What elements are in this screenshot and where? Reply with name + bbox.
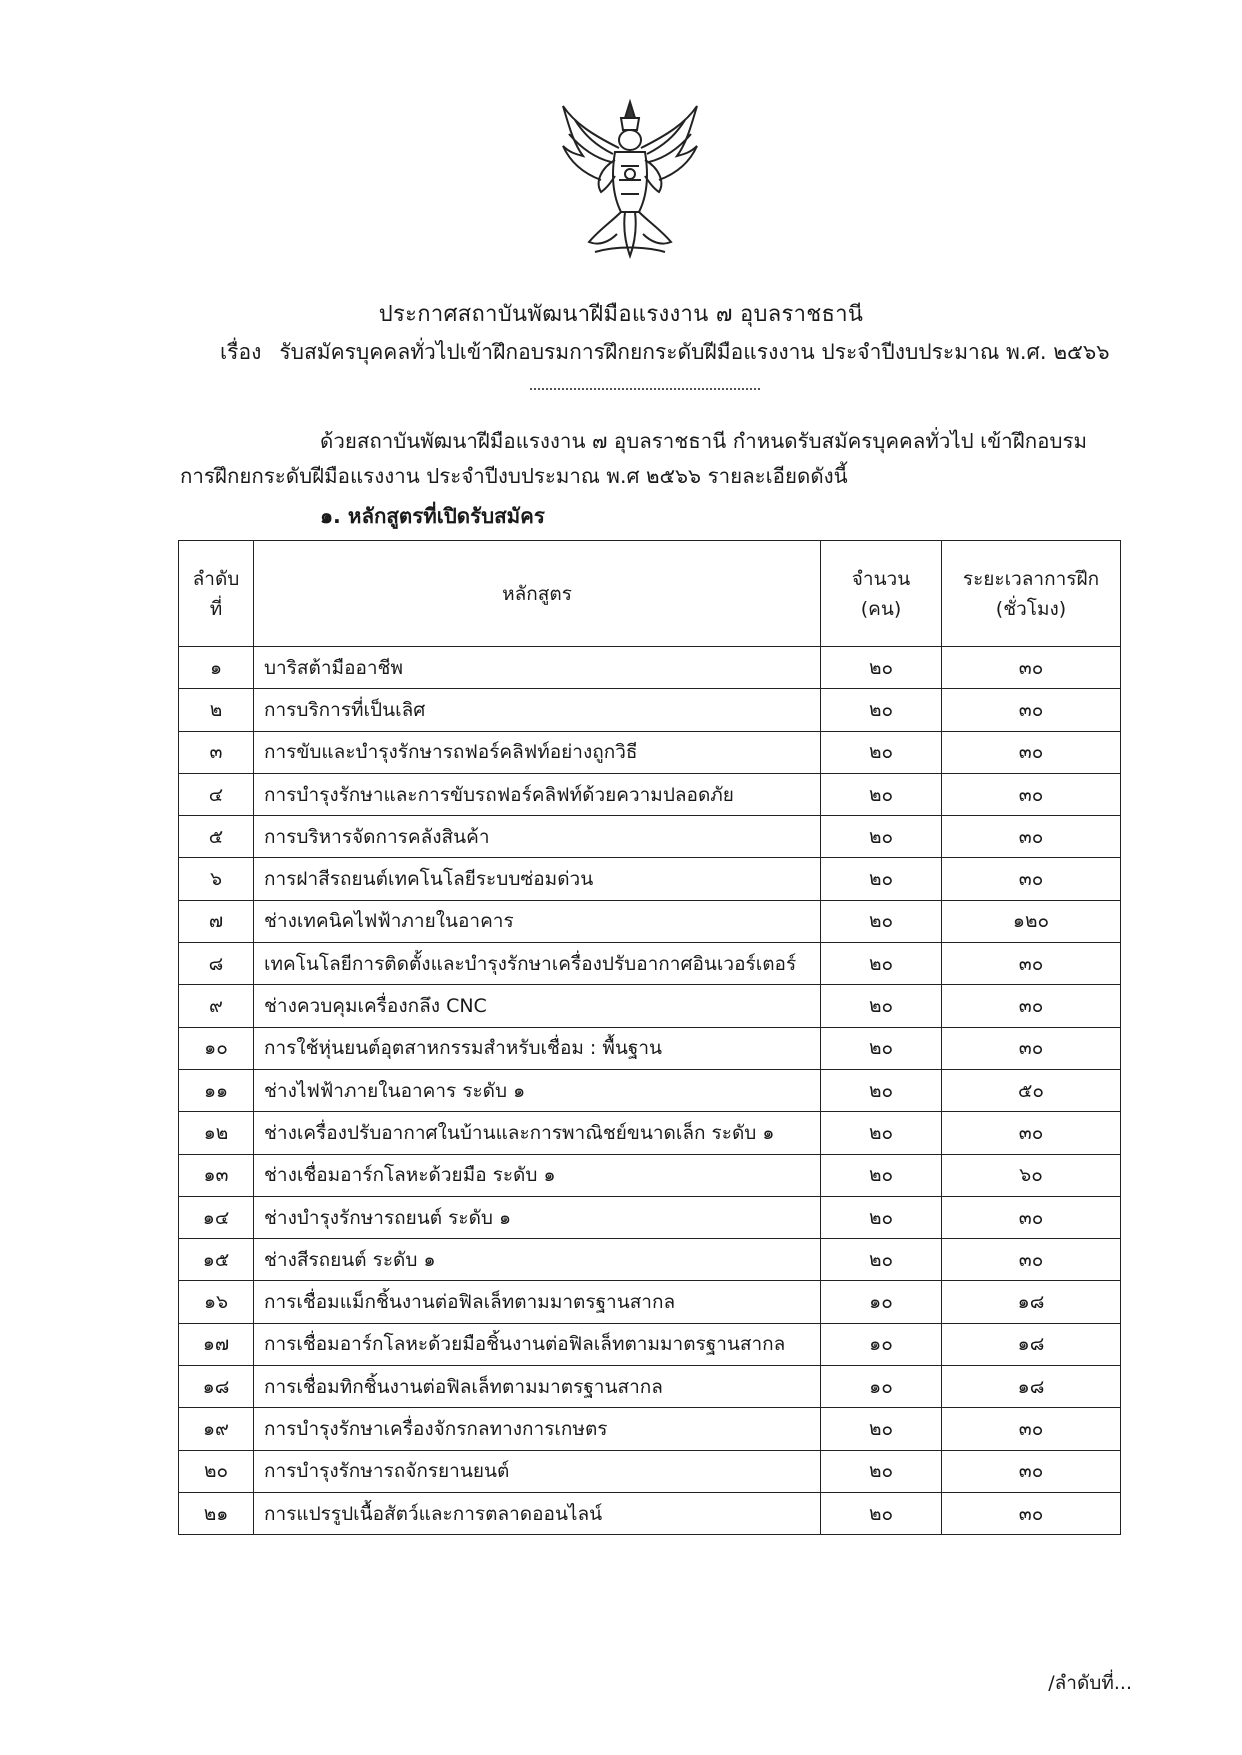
row-number: ๑๔ bbox=[179, 1196, 254, 1238]
course-name: เทคโนโลยีการติดตั้งและบำรุงรักษาเครื่องปรับอากาศอินเวอร์เตอร์ bbox=[254, 943, 821, 985]
table-row bbox=[179, 1112, 1121, 1154]
trainee-count: ๒๐ bbox=[821, 900, 942, 942]
course-name: ช่างควบคุมเครื่องกลึง CNC bbox=[254, 985, 821, 1027]
title-divider bbox=[530, 388, 760, 390]
table-row bbox=[179, 1069, 1121, 1111]
course-name: ช่างไฟฟ้าภายในอาคาร ระดับ ๑ bbox=[254, 1069, 821, 1111]
table-row bbox=[179, 1408, 1121, 1450]
courses-table bbox=[178, 540, 1121, 1535]
table-row bbox=[179, 1366, 1121, 1408]
training-hours: ๓๐ bbox=[942, 731, 1121, 773]
training-hours: ๓๐ bbox=[942, 985, 1121, 1027]
training-hours: ๑๘ bbox=[942, 1366, 1121, 1408]
header-count-line1: จำนวน bbox=[851, 567, 911, 590]
course-name: การบริหารจัดการคลังสินค้า bbox=[254, 816, 821, 858]
training-hours: ๓๐ bbox=[942, 1492, 1121, 1534]
row-number: ๑๐ bbox=[179, 1027, 254, 1069]
table-row bbox=[179, 1239, 1121, 1281]
training-hours: ๓๐ bbox=[942, 1450, 1121, 1492]
course-name: การขับและบำรุงรักษารถฟอร์คลิฟท์อย่างถูกวิธี bbox=[254, 731, 821, 773]
training-hours: ๓๐ bbox=[942, 1196, 1121, 1238]
trainee-count: ๑๐ bbox=[821, 1323, 942, 1365]
training-hours: ๑๒๐ bbox=[942, 900, 1121, 942]
training-hours: ๓๐ bbox=[942, 773, 1121, 815]
announcement-title: ประกาศสถาบันพัฒนาฝีมือแรงงาน ๗ อุบลราชธานี bbox=[378, 302, 864, 327]
row-number: ๓ bbox=[179, 731, 254, 773]
row-number: ๒๑ bbox=[179, 1492, 254, 1534]
table-row bbox=[179, 1154, 1121, 1196]
header-count bbox=[821, 541, 942, 647]
table-header-row bbox=[179, 541, 1121, 647]
header-no bbox=[179, 541, 254, 647]
course-name: การบริการที่เป็นเลิศ bbox=[254, 689, 821, 731]
training-hours: ๑๘ bbox=[942, 1323, 1121, 1365]
trainee-count: ๑๐ bbox=[821, 1366, 942, 1408]
training-hours: ๓๐ bbox=[942, 647, 1121, 689]
row-number: ๕ bbox=[179, 816, 254, 858]
row-number: ๑๒ bbox=[179, 1112, 254, 1154]
trainee-count: ๒๐ bbox=[821, 985, 942, 1027]
training-hours: ๓๐ bbox=[942, 1027, 1121, 1069]
training-hours: ๓๐ bbox=[942, 1408, 1121, 1450]
row-number: ๗ bbox=[179, 900, 254, 942]
training-hours: ๓๐ bbox=[942, 1239, 1121, 1281]
course-name: การเชื่อมแม็กชิ้นงานต่อฟิลเล็ทตามมาตรฐานสากล bbox=[254, 1281, 821, 1323]
row-number: ๖ bbox=[179, 858, 254, 900]
header-count-line2: (คน) bbox=[860, 597, 902, 620]
course-name: การใช้หุ่นยนต์อุตสาหกรรมสำหรับเชื่อม : พื้นฐาน bbox=[254, 1027, 821, 1069]
subject-label: เรื่อง bbox=[220, 340, 262, 364]
course-name: การแปรรูปเนื้อสัตว์และการตลาดออนไลน์ bbox=[254, 1492, 821, 1534]
continuation-note: /ลำดับที่... bbox=[1048, 1672, 1132, 1694]
course-name: ช่างเชื่อมอาร์กโลหะด้วยมือ ระดับ ๑ bbox=[254, 1154, 821, 1196]
trainee-count: ๒๐ bbox=[821, 1408, 942, 1450]
table-row bbox=[179, 900, 1121, 942]
training-hours: ๖๐ bbox=[942, 1154, 1121, 1196]
course-name: ช่างบำรุงรักษารถยนต์ ระดับ ๑ bbox=[254, 1196, 821, 1238]
section-heading: ๑. หลักสูตรที่เปิดรับสมัคร bbox=[320, 504, 545, 528]
trainee-count: ๒๐ bbox=[821, 1239, 942, 1281]
table-row bbox=[179, 1027, 1121, 1069]
header-no-line1: ลำดับ bbox=[192, 567, 240, 590]
trainee-count: ๒๐ bbox=[821, 943, 942, 985]
table-row bbox=[179, 773, 1121, 815]
course-name: การบำรุงรักษาและการขับรถฟอร์คลิฟท์ด้วยความปลอดภัย bbox=[254, 773, 821, 815]
training-hours: ๓๐ bbox=[942, 816, 1121, 858]
table-body bbox=[179, 647, 1121, 1535]
training-hours: ๓๐ bbox=[942, 943, 1121, 985]
row-number: ๒ bbox=[179, 689, 254, 731]
trainee-count: ๒๐ bbox=[821, 1027, 942, 1069]
subject-text: รับสมัครบุคคลทั่วไปเข้าฝึกอบรมการฝึกยกระดับฝีมือแรงงาน ประจำปีงบประมาณ พ.ศ. ๒๕๖๖ bbox=[279, 340, 1110, 364]
course-name: การเชื่อมทิกชิ้นงานต่อฟิลเล็ทตามมาตรฐานสากล bbox=[254, 1366, 821, 1408]
trainee-count: ๒๐ bbox=[821, 1450, 942, 1492]
intro-paragraph-line1: ด้วยสถาบันพัฒนาฝีมือแรงงาน ๗ อุบลราชธานี กำหนดรับสมัครบุคคลทั่วไป เข้าฝึกอบรม bbox=[320, 429, 1087, 453]
trainee-count: ๒๐ bbox=[821, 1154, 942, 1196]
row-number: ๑๖ bbox=[179, 1281, 254, 1323]
table-row bbox=[179, 985, 1121, 1027]
table-row bbox=[179, 1323, 1121, 1365]
trainee-count: ๒๐ bbox=[821, 1492, 942, 1534]
course-name: ช่างเทคนิคไฟฟ้าภายในอาคาร bbox=[254, 900, 821, 942]
table-row bbox=[179, 647, 1121, 689]
trainee-count: ๒๐ bbox=[821, 1196, 942, 1238]
row-number: ๑๗ bbox=[179, 1323, 254, 1365]
trainee-count: ๒๐ bbox=[821, 773, 942, 815]
trainee-count: ๒๐ bbox=[821, 1069, 942, 1111]
training-hours: ๕๐ bbox=[942, 1069, 1121, 1111]
garuda-emblem bbox=[555, 96, 705, 262]
table-row bbox=[179, 1450, 1121, 1492]
table-row bbox=[179, 943, 1121, 985]
header-hours-line1: ระยะเวลาการฝึก bbox=[962, 567, 1100, 590]
trainee-count: ๒๐ bbox=[821, 816, 942, 858]
table-row bbox=[179, 1492, 1121, 1534]
table-row bbox=[179, 689, 1121, 731]
course-name: ช่างเครื่องปรับอากาศในบ้านและการพาณิชย์ขนาดเล็ก ระดับ ๑ bbox=[254, 1112, 821, 1154]
announcement-subject bbox=[220, 336, 1110, 369]
trainee-count: ๒๐ bbox=[821, 689, 942, 731]
table-row bbox=[179, 1196, 1121, 1238]
row-number: ๒๐ bbox=[179, 1450, 254, 1492]
row-number: ๔ bbox=[179, 773, 254, 815]
course-name: การฝาสีรถยนต์เทคโนโลยีระบบซ่อมด่วน bbox=[254, 858, 821, 900]
trainee-count: ๑๐ bbox=[821, 1281, 942, 1323]
course-name: บาริสต้ามืออาชีพ bbox=[254, 647, 821, 689]
table-row bbox=[179, 858, 1121, 900]
training-hours: ๑๘ bbox=[942, 1281, 1121, 1323]
trainee-count: ๒๐ bbox=[821, 858, 942, 900]
row-number: ๑๘ bbox=[179, 1366, 254, 1408]
garuda-emblem-icon bbox=[555, 96, 705, 262]
table-row bbox=[179, 1281, 1121, 1323]
table-row bbox=[179, 816, 1121, 858]
row-number: ๑๕ bbox=[179, 1239, 254, 1281]
course-name: การเชื่อมอาร์กโลหะด้วยมือชิ้นงานต่อฟิลเล็ทตามมาตรฐานสากล bbox=[254, 1323, 821, 1365]
header-hours-line2: (ชั่วโมง) bbox=[995, 597, 1067, 620]
course-name: การบำรุงรักษารถจักรยานยนต์ bbox=[254, 1450, 821, 1492]
header-hours bbox=[942, 541, 1121, 647]
course-name: การบำรุงรักษาเครื่องจักรกลทางการเกษตร bbox=[254, 1408, 821, 1450]
course-name: ช่างสีรถยนต์ ระดับ ๑ bbox=[254, 1239, 821, 1281]
trainee-count: ๒๐ bbox=[821, 1112, 942, 1154]
trainee-count: ๒๐ bbox=[821, 647, 942, 689]
row-number: ๑ bbox=[179, 647, 254, 689]
header-no-line2: ที่ bbox=[209, 597, 223, 620]
training-hours: ๓๐ bbox=[942, 1112, 1121, 1154]
row-number: ๑๓ bbox=[179, 1154, 254, 1196]
header-course: หลักสูตร bbox=[254, 541, 821, 647]
row-number: ๑๑ bbox=[179, 1069, 254, 1111]
trainee-count: ๒๐ bbox=[821, 731, 942, 773]
row-number: ๑๙ bbox=[179, 1408, 254, 1450]
training-hours: ๓๐ bbox=[942, 689, 1121, 731]
intro-paragraph-line2: การฝึกยกระดับฝีมือแรงงาน ประจำปีงบประมาณ พ.ศ ๒๕๖๖ รายละเอียดดังนี้ bbox=[180, 464, 848, 488]
row-number: ๘ bbox=[179, 943, 254, 985]
training-hours: ๓๐ bbox=[942, 858, 1121, 900]
row-number: ๙ bbox=[179, 985, 254, 1027]
table-row bbox=[179, 731, 1121, 773]
